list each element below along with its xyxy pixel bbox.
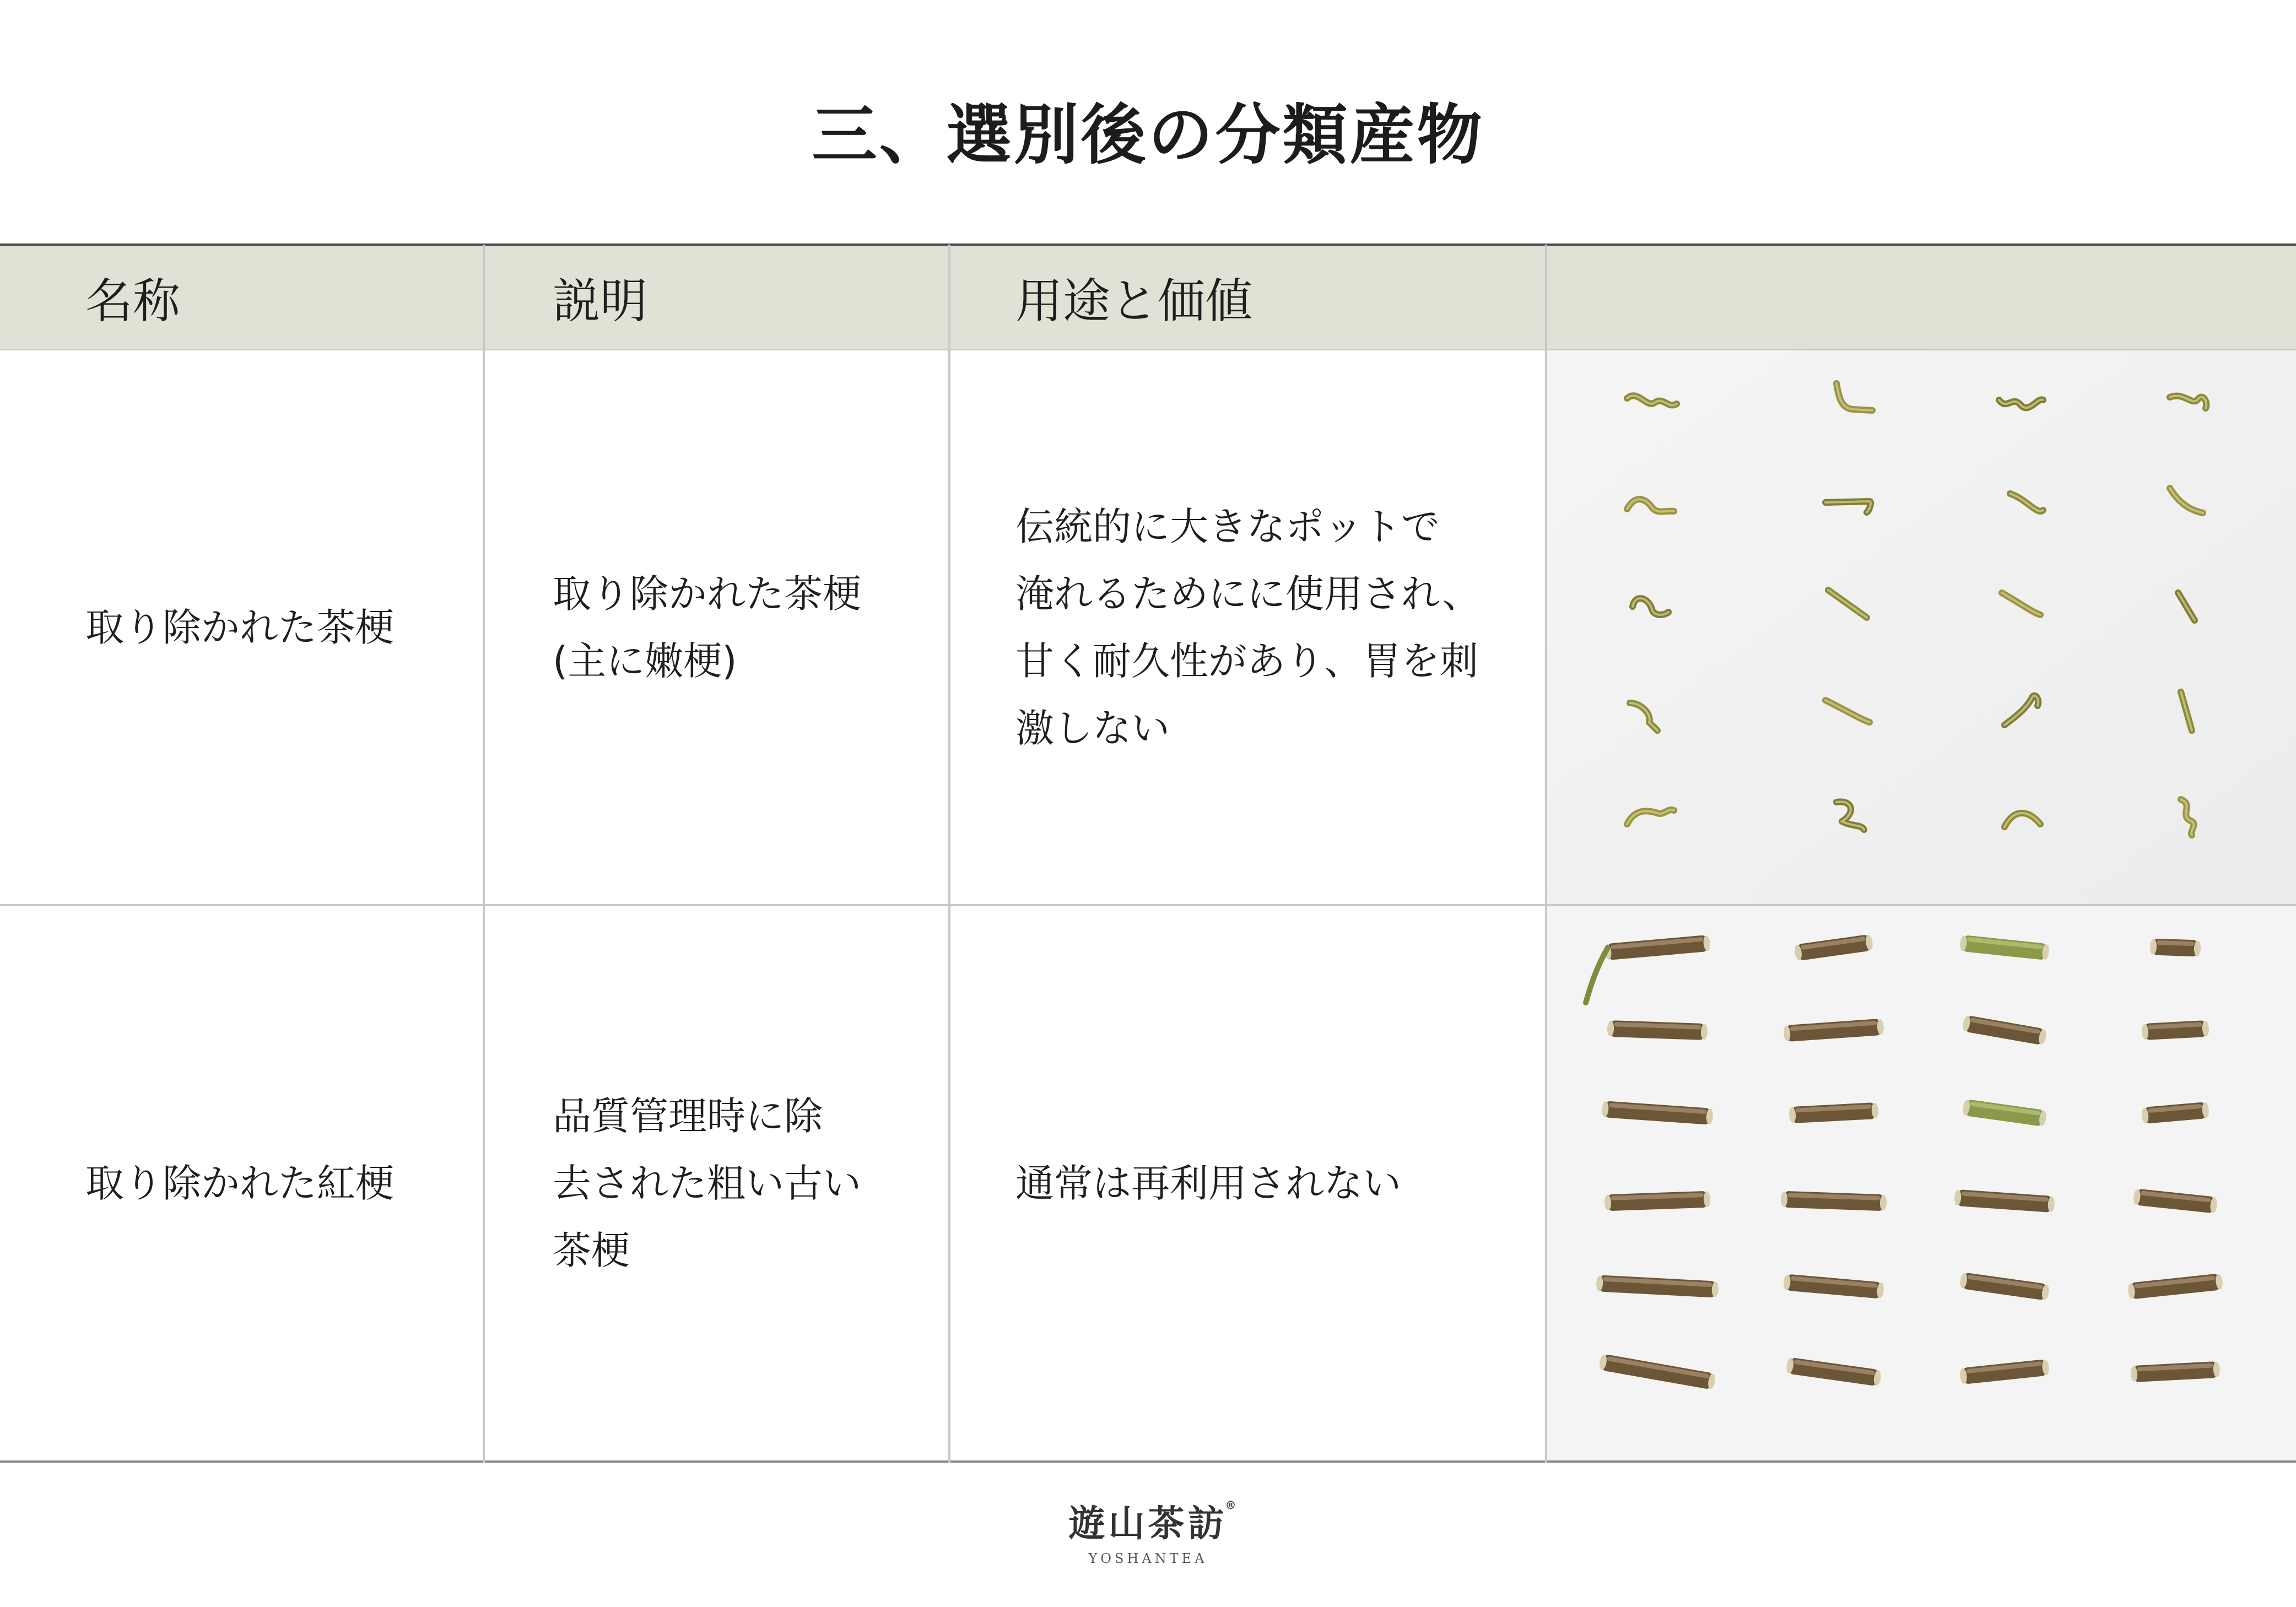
- header-description: 説明: [553, 274, 647, 329]
- row-1-usage-line: 甘く耐久性があり、胃を刺: [1015, 638, 1478, 684]
- page-title: 三、選別後の分類産物: [812, 96, 1484, 173]
- row-2-description-line: 品質管理時に除: [553, 1094, 823, 1139]
- row-1-name: 取り除かれた茶梗: [85, 604, 394, 650]
- brown-tea-stem: [2141, 1020, 2209, 1040]
- row-2-description-line: 茶梗: [553, 1228, 630, 1273]
- row-1-description-line: (主に嫩梗): [553, 638, 737, 684]
- tender-green-tea-stems-photo: [1547, 350, 2296, 904]
- row-1-name-cell: [85, 350, 471, 904]
- row-2-description-cell: [553, 906, 938, 1460]
- brown-tea-stem: [2150, 938, 2201, 956]
- row-1-usage-line: 激しない: [1015, 705, 1170, 751]
- row-1-usage-cell: [1015, 350, 1539, 904]
- row-1-usage-line: 伝統的に大きなポットで: [1015, 504, 1440, 549]
- column-divider: [948, 245, 950, 1463]
- brand-name: 遊山茶訪: [1068, 1502, 1228, 1545]
- products-table: [0, 245, 2296, 1463]
- row-2-name: 取り除かれた紅梗: [85, 1161, 394, 1206]
- brand-logo: [0, 1494, 2296, 1566]
- row-2-usage-line: 通常は再利用されない: [1015, 1161, 1401, 1206]
- brown-tea-stem: [1607, 1020, 1708, 1040]
- header-name: 名称: [85, 274, 180, 329]
- row-2-usage-cell: [1015, 906, 1539, 1460]
- row-2-name-cell: [85, 906, 471, 1460]
- brand-romanized: YOSHANTEA: [1088, 1551, 1208, 1566]
- column-divider: [483, 245, 485, 1463]
- row-1-description-line: 取り除かれた茶梗: [553, 571, 861, 616]
- row-1-usage-line: 淹れるためにに使用され、: [1015, 571, 1481, 616]
- row-1-description-cell: [553, 350, 938, 904]
- registered-mark: ®: [1225, 1498, 1240, 1512]
- table-bottom-rule: [0, 1460, 2296, 1463]
- row-2-description-line: 去された粗い古い: [553, 1161, 861, 1206]
- coarse-brown-tea-stems-photo: [1547, 906, 2296, 1460]
- header-usage: 用途と価値: [1015, 274, 1252, 329]
